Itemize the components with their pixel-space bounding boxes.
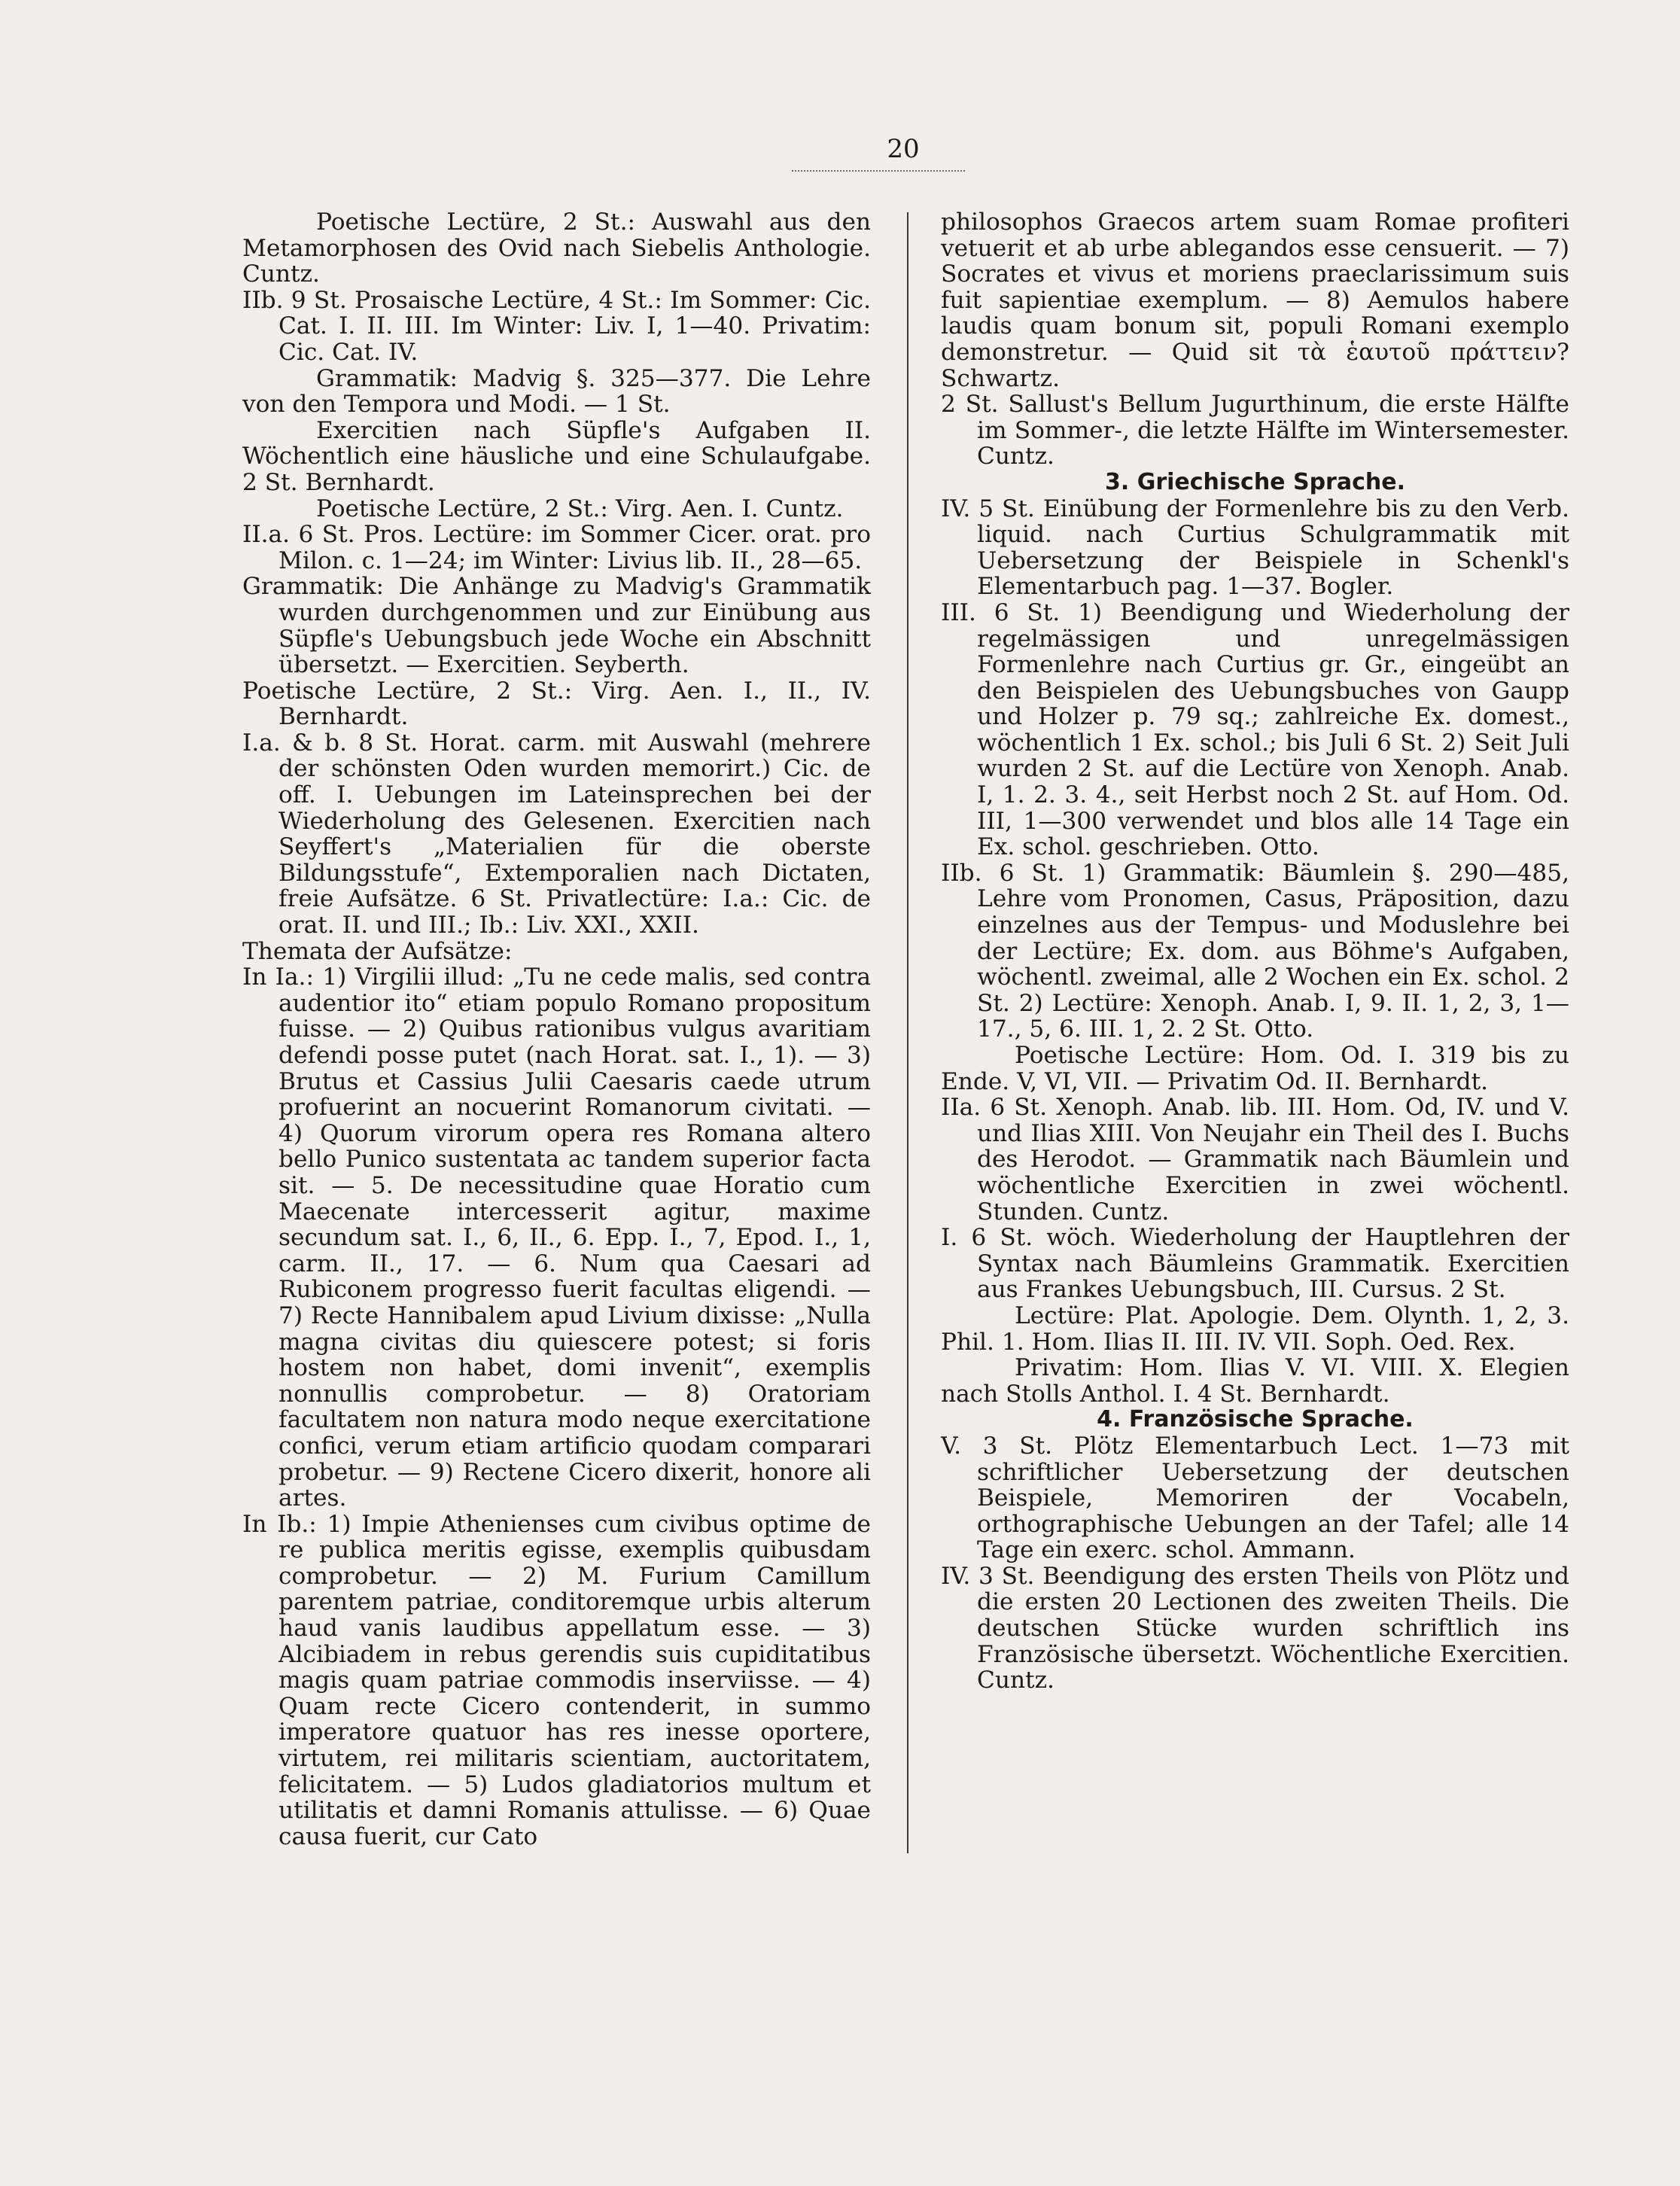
- text-paragraph: Lectüre: Plat. Apologie. Dem. Olynth. 1, 2, 3. Phil. 1. Hom. Ilias II. III. IV. VII. Soph. Oed. Rex.: [941, 1302, 1569, 1356]
- text-paragraph: Poetische Lectüre: Hom. Od. I. 319 bis zu Ende. V, VI, VII. — Privatim Od. II. Bernhardt.: [941, 1042, 1569, 1095]
- section-heading: 3. Griechische Sprache.: [1105, 468, 1405, 495]
- text-paragraph: Themata der Aufsätze:: [242, 937, 513, 965]
- text-paragraph: Poetische Lectüre, 2 St.: Virg. Aen. I., II., IV. Bernhardt.: [242, 677, 871, 731]
- text-paragraph: V. 3 St. Plötz Elementarbuch Lect. 1—73 mit schriftlicher Uebersetzung der deutschen Beispiele, Memoriren der Vocabeln, orthographische Uebungen an der Tafel; alle 14 Tage ein exerc. schol. Ammann.: [941, 1432, 1569, 1564]
- text-paragraph: III. 6 St. 1) Beendigung und Wiederholung der regelmässigen und unregelmässigen Formenlehre nach Curtius gr. Gr., eingeübt an den Beispielen des Uebungsbuches von Gaupp und Holzer p. 79 sq.; zahlreiche Ex. domest., wöchentlich 1 Ex. schol.; bis Juli 6 St. 2) Seit Juli wurden 2 St. auf die Lectüre von Xenoph. Anab. I, 1. 2. 3. 4., seit Herbst noch 2 St. auf Hom. Od. III, 1—300 verwendet und blos alle 14 Tage ein Ex. schol. geschrieben. Otto.: [941, 598, 1569, 861]
- text-paragraph: I. 6 St. wöch. Wiederholung der Hauptlehren der Syntax nach Bäumleins Grammatik. Exercitien aus Frankes Uebungsbuch, III. Cursus. 2 St.: [941, 1224, 1569, 1304]
- right-column: [941, 209, 1569, 1694]
- text-paragraph: IV. 3 St. Beendigung des ersten Theils von Plötz und die ersten 20 Lectionen des zweiten Theils. Die deutschen Stücke wurden schriftlich ins Französische übersetzt. Wöchentliche Exercitien. Cuntz.: [941, 1562, 1569, 1694]
- text-paragraph: Privatim: Hom. Ilias V. VI. VIII. X. Elegien nach Stolls Anthol. I. 4 St. Bernhardt.: [941, 1354, 1569, 1408]
- text-paragraph: In Ib.: 1) Impie Athenienses cum civibus optime de re publica meritis egisse, exemplis quibusdam comprobetur. — 2) M. Furium Camillum parentem patriae, conditoremque urbis alterum haud vanis laudibus appellatum esse. — 3) Alcibiadem in rebus gerendis suis cupiditatibus magis quam patriae commodis inserviisse. — 4) Quam recte Cicero contenderit, in summo imperatore quatuor has res inesse oportere, virtutem, rei militaris scientiam, auctoritatem, felicitatem. — 5) Ludos gladiatorios multum et utilitatis et damni Romanis attulisse. — 6) Quae causa fuerit, cur Cato: [242, 1510, 871, 1850]
- text-paragraph: IIa. 6 St. Xenoph. Anab. lib. III. Hom. Od, IV. und V. und Ilias XIII. Von Neujahr ein Theil des I. Buchs des Herodot. — Grammatik nach Bäumlein und wöchentliche Exercitien in zwei wöchentl. Stunden. Cuntz.: [941, 1094, 1569, 1225]
- section-heading: 4. Französische Sprache.: [1097, 1406, 1414, 1433]
- text-paragraph: Grammatik: Die Anhänge zu Madvig's Grammatik wurden durchgenommen und zur Einübung aus Süpfle's Uebungsbuch jede Woche ein Abschnitt übersetzt. — Exercitien. Seyberth.: [242, 573, 871, 679]
- text-paragraph: I.a. & b. 8 St. Horat. carm. mit Auswahl (mehrere der schönsten Oden wurden memorirt.) Cic. de off. I. Uebungen im Lateinsprechen bei der Wiederholung des Gelesenen. Exercitien nach Seyffert's „Materialien für die oberste Bildungsstufe“, Extemporalien nach Dictaten, freie Aufsätze. 6 St. Privatlectüre: I.a.: Cic. de orat. II. und III.; Ib.: Liv. XXI., XXII.: [242, 729, 871, 939]
- text-paragraph: Grammatik: Madvig §. 325—377. Die Lehre von den Tempora und Modi. — 1 St.: [242, 364, 871, 419]
- text-paragraph: In Ia.: 1) Virgilii illud: „Tu ne cede malis, sed contra audentior ito“ etiam populo Romano propositum fuisse. — 2) Quibus rationibus vulgus avaritiam defendi posse putet (nach Horat. sat. I., 1). — 3) Brutus et Cassius Julii Caesaris caede utrum profuerint an nocuerint Romanorum civitati. — 4) Quorum virorum opera res Romana altero bello Punico sustentata ac tandem superior facta sit. — 5. De necessitudine quae Horatio cum Maecenate intercesserit agitur, maxime secundum sat. I., 6, II., 6. Epp. I., 7, Epod. I., 1, carm. II., 17. — 6. Num qua Caesari ad Rubiconem progresso fuerit facultas eligendi. — 7) Recte Hannibalem apud Livium dixisse: „Nulla magna civitas diu quiescere potest; si foris hostem non habet, domi invenit“, exemplis nonnullis comprobetur. — 8) Oratoriam facultatem non natura modo neque exercitatione confici, verum etiam artificio quodam comparari probetur. — 9) Rectene Cicero dixerit, honore ali artes.: [242, 964, 871, 1512]
- text-paragraph: 2 St. Sallust's Bellum Jugurthinum, die erste Hälfte im Sommer-, die letzte Hälfte im Wintersemester. Cuntz.: [941, 391, 1569, 470]
- text-paragraph: Exercitien nach Süpfle's Aufgaben II. Wöchentlich eine häusliche und eine Schulaufgabe. 2 St. Bernhardt.: [242, 416, 871, 496]
- text-paragraph: II.a. 6 St. Pros. Lectüre: im Sommer Cicer. orat. pro Milon. c. 1—24; im Winter: Livius lib. II., 28—65.: [242, 521, 871, 574]
- text-paragraph: IIb. 6 St. 1) Grammatik: Bäumlein §. 290—485, Lehre vom Pronomen, Casus, Präposition, dazu einzelnes aus der Tempus- und Moduslehre bei der Lectüre; Ex. dom. aus Böhme's Aufgaben, wöchentl. zweimal, alle 2 Wochen ein Ex. schol. 2 St. 2) Lectüre: Xenoph. Anab. I, 9. II. 1, 2, 3, 1—17., 5, 6. III. 1, 2. 2 St. Otto.: [941, 859, 1569, 1043]
- text-paragraph: IV. 5 St. Einübung der Formenlehre bis zu den Verb. liquid. nach Curtius Schulgrammatik mit Uebersetzung der Beispiele in Schenkl's Elementarbuch pag. 1—37. Bogler.: [941, 495, 1569, 601]
- text-paragraph: Poetische Lectüre, 2 St.: Virg. Aen. I. Cuntz.: [316, 495, 844, 522]
- text-paragraph: IIb. 9 St. Prosaische Lectüre, 4 St.: Im Sommer: Cic. Cat. I. II. III. Im Winter: Liv. I, 1—40. Privatim: Cic. Cat. IV.: [242, 286, 871, 366]
- text-paragraph: Poetische Lectüre, 2 St.: Auswahl aus den Metamorphosen des Ovid nach Siebelis Anthologie. Cuntz.: [242, 209, 871, 288]
- page-number: 20: [887, 134, 920, 164]
- left-column: [242, 209, 871, 1850]
- page-number-rule: [792, 166, 965, 172]
- column-divider: [907, 212, 908, 1853]
- text-paragraph: philosophos Graecos artem suam Romae profiteri vetuerit et ab urbe ablegandos esse censuerit. — 7) Socrates et vivus et moriens praeclarissimum suis fuit sapientiae exemplum. — 8) Aemulos habere laudis quam bonum sit, populi Romani exemplo demonstretur. — Quid sit τὰ ἑαυτοῦ πράττειν? Schwartz.: [941, 209, 1569, 392]
